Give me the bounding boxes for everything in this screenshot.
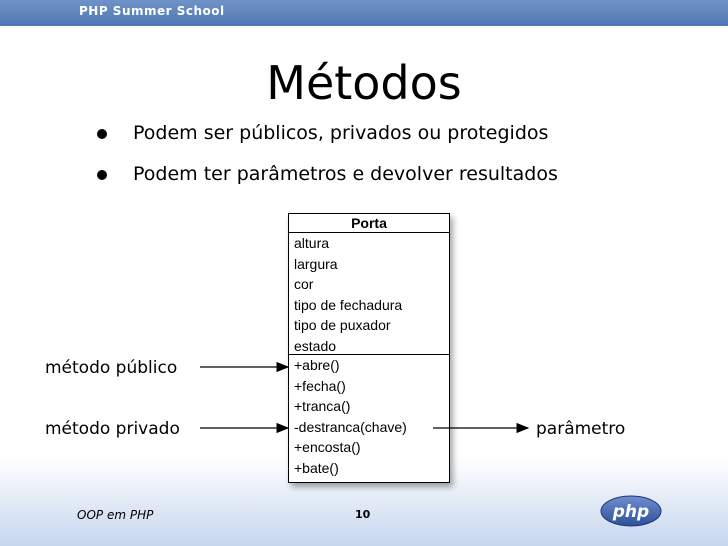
uml-operation: +encosta() (294, 439, 361, 455)
uml-operation: -destranca(chave) (294, 418, 407, 435)
uml-attribute: altura (294, 235, 330, 251)
private-method-label: método privado (45, 419, 180, 439)
bullet-text: Podem ter parâmetros e devolver resultados (133, 163, 558, 185)
public-method-label: método público (45, 358, 178, 378)
uml-attribute: largura (294, 255, 338, 272)
uml-attribute: cor (294, 276, 314, 292)
uml-class-name: Porta (289, 214, 449, 233)
php-logo-text: php (612, 502, 650, 522)
uml-operation: +bate() (294, 459, 339, 476)
bullet-text: Podem ser públicos, privados ou protegidos (133, 122, 549, 144)
uml-operation: +fecha() (294, 377, 346, 394)
uml-attribute: tipo de fechadura (294, 296, 403, 313)
header-title: PHP Summer School (79, 4, 225, 18)
uml-operation: +abre() (294, 357, 340, 373)
slide-title: Métodos (266, 56, 462, 110)
footer-course: OOP em PHP (77, 508, 154, 522)
php-logo-icon (600, 495, 662, 527)
page-number: 10 (355, 508, 371, 521)
uml-attribute: tipo de puxador (294, 317, 391, 333)
uml-operation: +tranca() (294, 398, 351, 414)
uml-attribute: estado (294, 337, 337, 354)
parameter-label: parâmetro (536, 419, 626, 439)
